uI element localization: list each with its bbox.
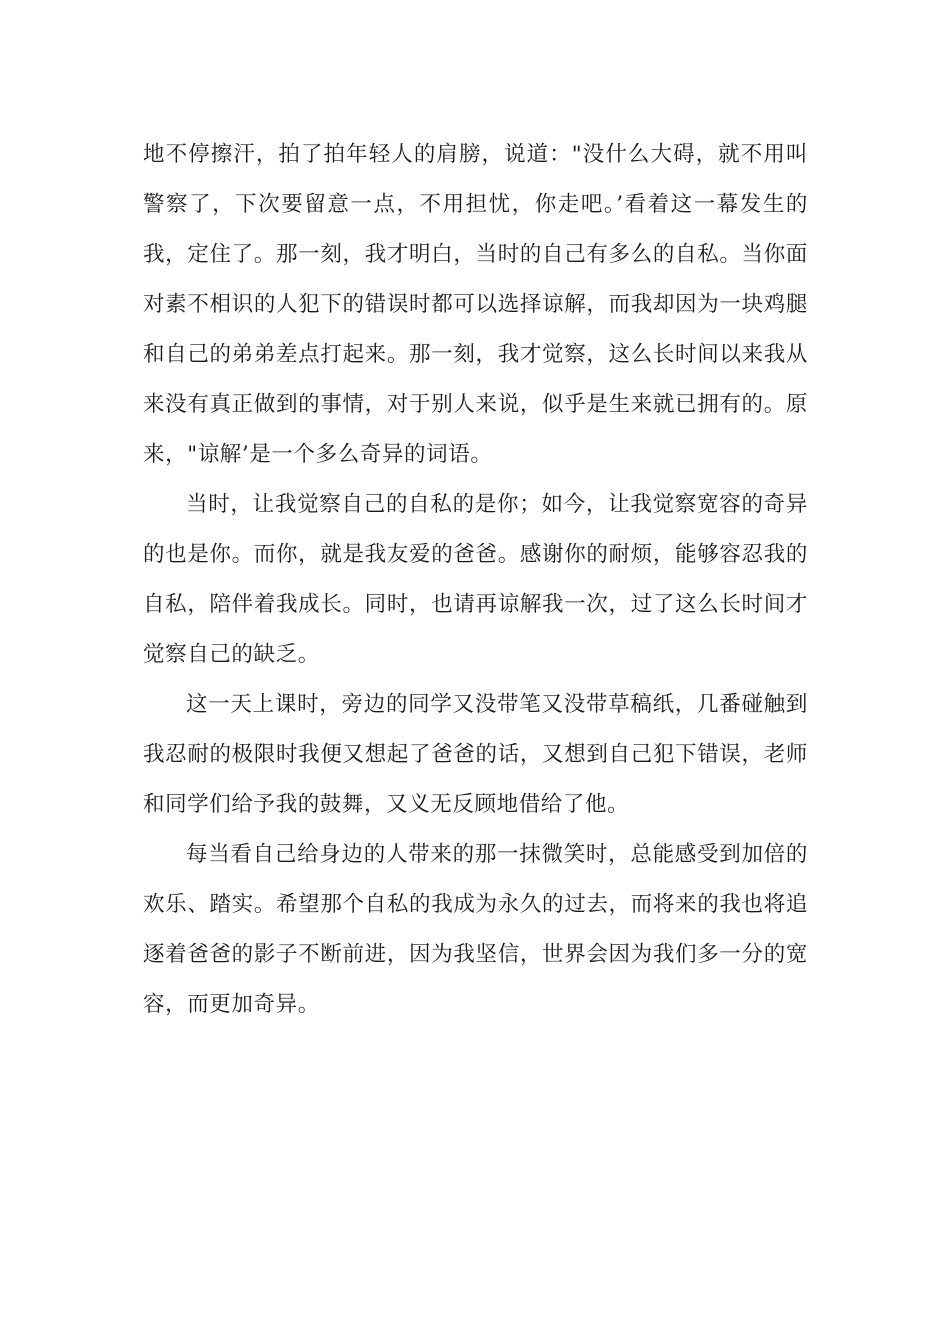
paragraph-3: 这一天上课时，旁边的同学又没带笔又没带草稿纸，几番碰触到我忍耐的极限时我便又想起了爸爸的话，又想到自己犯下错误，老师和同学们给予我的鼓舞，又义无反顾地借给了他。 — [143, 692, 808, 817]
paragraph-1: 地不停擦汗，拍了拍年轻人的肩膀，说道："没什么大碍，就不用叫警察了，下次要留意一点，不用担忧，你走吧。’看着这一幕发生的我，定住了。那一刻，我才明白，当时的自己有多么的自私。当你面对素不相识的人犯下的错误时都可以选择谅解，而我却因为一块鸡腿和自己的弟弟差点打起来。那一刻，我才觉察，这么长时间以来我从来没有真正做到的事情，对于别人来说，似乎是生来就已拥有的。原来，"谅解’是一个多么奇异的词语。 — [143, 142, 808, 467]
paragraph-2: 当时，让我觉察自己的自私的是你；如今，让我觉察宽容的奇异的也是你。而你，就是我友爱的爸爸。感谢你的耐烦，能够容忍我的自私，陪伴着我成长。同时，也请再谅解我一次，过了这么长时间才觉察自己的缺乏。 — [143, 492, 808, 667]
document-body — [143, 130, 808, 1030]
paragraph-4: 每当看自己给身边的人带来的那一抹微笑时，总能感受到加倍的欢乐、踏实。希望那个自私的我成为永久的过去，而将来的我也将追逐着爸爸的影子不断前进，因为我坚信，世界会因为我们多一分的宽容，而更加奇异。 — [143, 842, 808, 1017]
